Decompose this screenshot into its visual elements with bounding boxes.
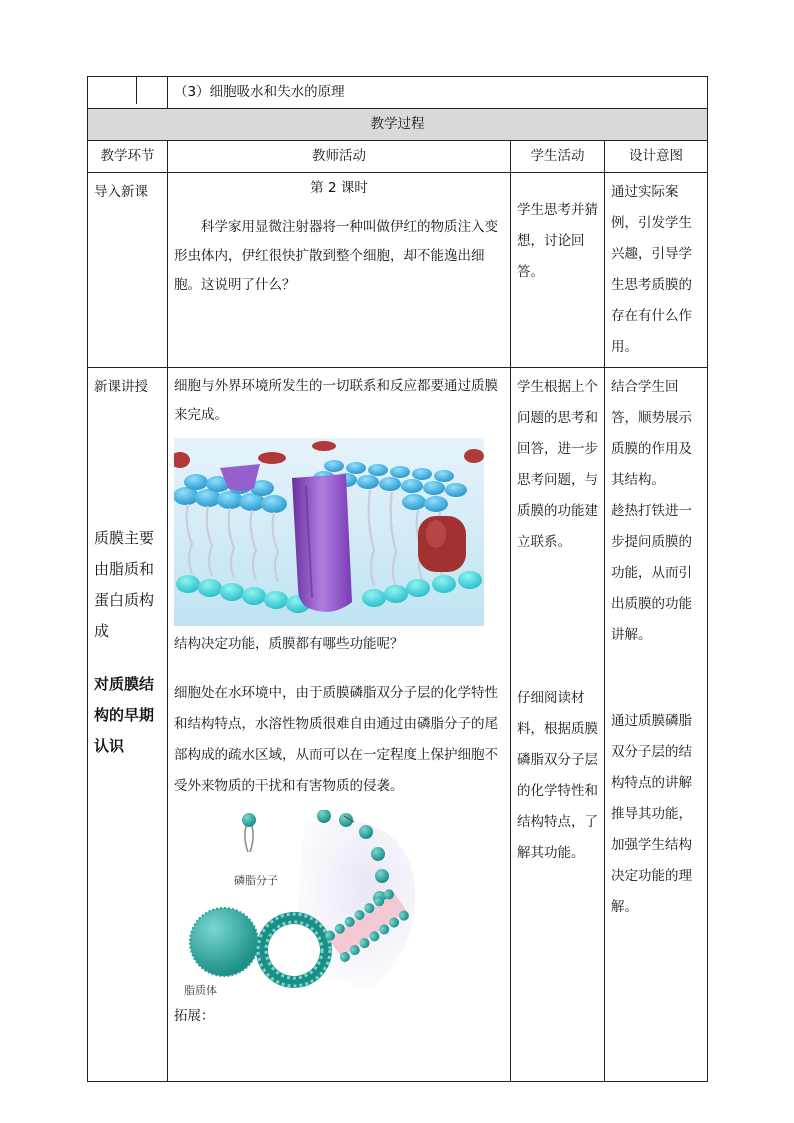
row-intro [88,173,708,368]
row-new-stage [88,368,168,1082]
section-title: 教学过程 [88,109,708,141]
intent-2: 趁热打铁进一步提问质膜的功能，从而引出质膜的功能讲解。 [611,503,692,643]
student-1: 学生根据上个问题的思考和回答，进一步思考问题，与质膜的功能建立联系。 [517,379,598,550]
lesson-period: 第 2 课时 [310,180,368,196]
row-new [88,368,708,1082]
header-row [88,141,708,173]
intro-question: 科学家用显微注射器将一种叫做伊红的物质注入变形虫体内，伊红很快扩散到整个细胞，却不能逸出细胞。这说明了什么？ [174,219,498,293]
row-new-teacher [168,368,511,1082]
top-row-text [168,77,708,109]
header-student: 学生活动 [511,141,605,173]
lesson-table [87,76,708,1082]
fig-label-phospholipid: 磷脂分子 [234,874,278,887]
row-new-student [511,368,605,1082]
teacher-p4: 拓展： [174,1008,215,1024]
teacher-p3: 细胞处在水环境中，由于质膜磷脂双分子层的化学特性和结构特点，水溶性物质很难自由通过由磷脂分子的尾部构成的疏水区域，从而可以在一定程度上保护细胞不受外来物质的干扰和有害物质的侵袭。 [174,685,498,794]
header-teacher: 教师活动 [168,141,511,173]
row-intro-teacher [168,173,511,368]
row-intro-intent: 通过实际案例，引发学生兴趣，引导学生思考质膜的存在有什么作用。 [605,173,708,368]
section-title-row [88,109,708,141]
top-row-empty [88,77,168,109]
phospholipid-liposome-figure [184,810,424,998]
stage-sub: 质膜主要由脂质和蛋白质构成 [94,529,155,640]
teacher-p2: 结构决定功能，质膜都有哪些功能呢？ [174,636,404,652]
fig-label-liposome: 脂质体 [184,984,217,997]
row-intro-student: 学生思考并猜想，讨论回答。 [511,173,605,368]
stage-new: 新课讲授 [94,379,148,395]
intent-1: 结合学生回答，顺势展示质膜的作用及其结构。 [611,379,692,488]
intent-3: 通过质膜磷脂双分子层的结构特点的讲解推导其功能，加强学生结构决定功能的理解。 [611,713,692,915]
student-2: 仔细阅读材料，根据质膜磷脂双分子层的化学特性和结构特点，了解其功能。 [517,690,598,861]
header-intent: 设计意图 [605,141,708,173]
top-row-label: （3）细胞吸水和失水的原理 [174,84,345,100]
row-new-intent [605,368,708,1082]
row-intro-stage: 导入新课 [88,173,168,368]
teacher-p1: 细胞与外界环境所发生的一切联系和反应都要通过质膜来完成。 [174,378,498,423]
stage-early: 对质膜结构的早期认识 [94,675,155,755]
membrane-illustration [174,438,484,626]
top-row [88,77,708,109]
header-stage: 教学环节 [88,141,168,173]
